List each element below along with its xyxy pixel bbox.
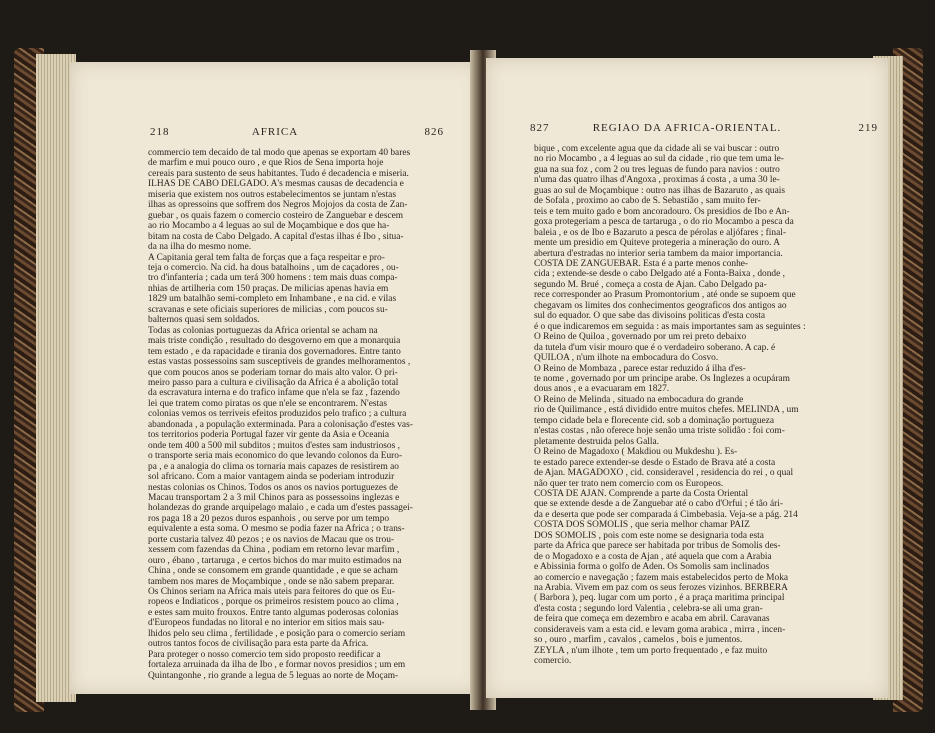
left-running-title: AFRICA [251, 126, 299, 138]
text-line: que com poucos anos se poderiam tornar do mais alto valor. O pri- [148, 367, 398, 378]
text-line: sol africano. Com a maior vantagem ainda se poderiam introduzir [148, 472, 395, 483]
text-line: COSTA DE AJAN. Comprende a parte da Costa Oriental [534, 488, 749, 499]
text-line: guebar , os quais fazem o comercio costeiro de Zanguebar e descem [148, 210, 404, 221]
text-line: ZEYLA , n'um ilhote , tem um porto frequentado , e faz muito [534, 645, 768, 656]
text-line: gua na sua foz , com 2 ou tres leguas de fundo para navios : outro [534, 164, 780, 175]
text-line: Quintangonhe , rio grande a legua de 5 leguas ao norte de Moçam- [148, 670, 399, 681]
text-line: onde tem 400 a 500 mil subditos ; muitos d'estes sam industriosos , [148, 440, 400, 451]
right-running-title: REGIAO DA AFRICA-ORIENTAL. [592, 122, 782, 134]
text-line: ilhas as opressoins que soffrem dos Negros Mojojos da costa de Zan- [148, 200, 408, 211]
text-line: nestas colonias os Chinos. Todos os anos os navios portuguezes de [148, 482, 398, 493]
text-line: O Reino de Quiloa , governado por um rei preto debaixo [534, 332, 747, 343]
text-line: ouro , ébano , tartaruga , e certos bichos do mar muito estimados na [148, 555, 402, 566]
left-page-number-inner: 826 [424, 126, 444, 138]
text-line: Todas as colonias portuguezas da Africa oriental se acham na [148, 325, 378, 336]
text-line: tro d'infanteria ; cada um terá 300 homens : tem mais duas compa- [148, 273, 398, 284]
text-line: tambem nos mares de Moçambique , onde se não sabem preparar. [148, 576, 395, 587]
text-line: meiro passo para a cultura e civilisação da Africa é a abolição total [148, 377, 399, 388]
text-line: outros tantos focos de civilisação para esta parte da Africa. [148, 639, 369, 650]
text-line: que se extende desde a de Zanguebar até o cabo d'Orfui ; é tão ári- [534, 499, 783, 510]
text-line: da na ilha do mesmo nome. [148, 242, 252, 253]
text-line: ao rio Mocambo a 4 leguas ao sul de Moçambique e dos que ha- [148, 221, 390, 232]
text-line: chegavam os limites dos conhecimentos geograficos dos antigos ao [534, 300, 787, 311]
text-line: A Capitania geral tem falta de forças que a faça respeitar e pro- [148, 252, 385, 263]
right-page-number-outer: 219 [858, 122, 878, 134]
text-line: China , onde se consomem em grande quantidade , e que se acham [148, 566, 398, 577]
text-line: de marfim e mui pouco ouro , e que Rios de Sena importa hoje [148, 158, 384, 169]
text-line: da tutela d'um visir mouro que é o verdadeiro soberano. A cap. é [534, 342, 776, 353]
text-line: nhias de artilheria com 150 praças. De milicias apenas havia em [148, 283, 389, 294]
text-line: 1829 um batalhão semi-completo em Inhambane , e na cid. e vilas [148, 294, 397, 305]
text-line: porte custaria talvez 40 pezos ; e os navios de Macau que os trou- [148, 534, 395, 545]
text-line: ILHAS DE CABO DELGADO. A's mesmas causas de decadencia e [148, 179, 404, 190]
text-line: dous anos , e a evacuaram em 1827. [534, 384, 670, 395]
text-line: ao comercio e navegação ; fazem mais estabelecidos perto de Moka [534, 572, 789, 583]
text-line: scravanas e sete oficiais superiores de milicias , com poucos su- [148, 304, 388, 315]
text-line: na Arabia. Vivem em paz com os seus ferozes vizinhos. BERBERA [534, 583, 788, 594]
text-line: d'Europeos fundadas no litoral e no interior em sitios mais sau- [148, 618, 385, 629]
text-line: DOS SOMOLIS , pois com este nome se designaria toda esta [534, 530, 764, 541]
left-body-text [148, 148, 466, 681]
text-line: te estado parece extender-se desde o Estado de Brava até a costa [534, 457, 776, 468]
text-line: da escravatura interna e do trafico infame que n'ela se faz , fazendo [148, 388, 400, 399]
text-line: commercio tem decaido de tal modo que apenas se exportam 40 bares [148, 148, 411, 158]
text-line: equivalente a esta soma. O mesmo se podia fazer na Africa ; o trans- [148, 524, 405, 535]
text-line: da e deserta que pode ser comparada á Cimbebasia. Veja-se a pág. 214 [534, 509, 798, 520]
text-line: pa , e a analogia do clima os tornaria mais capazes de resistirem ao [148, 461, 399, 472]
text-line: bique , com excelente agua que da cidade ali se vai buscar : outro [534, 144, 780, 154]
text-line: sul do equador. O que sabe das divisoins politicas d'esta costa [534, 311, 766, 322]
left-page [70, 62, 480, 694]
text-line: baleia , e os de Ibo e Bazaruto a pesca de pérolas e aljófares ; final- [534, 227, 786, 238]
text-line: n'estas costas , não oferece hoje senão uma triste solidão : foi com- [534, 426, 785, 437]
text-line: teis e tem muito gado e bom ancoradouro. Os presidios de Ibo e An- [534, 206, 790, 217]
text-line: estas vastas possessoins sam susceptiveis de grandes melhoramentos , [148, 357, 411, 368]
text-line: d'esta costa ; segundo lord Valentia , celebra-se ali uma gran- [534, 603, 763, 614]
text-line: COSTA DOS SOMOLIS , que seria melhor chamar PAIZ [534, 520, 750, 531]
text-line: de feira que começa em dezembro e acaba em abril. Caravanas [534, 614, 770, 625]
text-line: miseria que existem nos outros estabelecimentos se juntam n'estas [148, 189, 396, 200]
text-line: guas ao sul de Moçambique : outro nas ilhas de Bazaruto , as quais [534, 185, 785, 196]
text-line: O Reino de Mombaza , parece estar reduzido á ilha d'es- [534, 363, 746, 374]
text-line: segundo M. Brué , começa a costa de Ajan. Cabo Delgado pa- [534, 279, 767, 290]
text-line: lhidos pelo seu clima , fertilidade , e posição para o comercio seriam [148, 628, 406, 639]
text-line: te nome , governado por um principe arabe. Os Inglezes a ocupáram [534, 373, 790, 384]
right-page-number-inner: 827 [530, 122, 550, 134]
text-line: balternos quasi sem soldados. [148, 315, 260, 326]
text-line: ropeos e Indiaticos , porque os primeiros resistem pouco ao clima , [148, 597, 399, 608]
text-line: tos territorios poderia Portugal fazer vir gente da Asia e Oceania [148, 430, 390, 441]
text-line: xessem com fazendas da China , podiam em retorno levar marfim , [148, 545, 400, 556]
right-body-text [534, 144, 874, 667]
text-line: abertura d'estradas no interior seria tambem da maior importancia. [534, 248, 783, 259]
text-line: ( Barbora ), peq. lugar com um porto , é a praça maritima principal [534, 593, 785, 604]
text-line: é o que indicaremos em seguida : as mais importantes sam as seguintes : [534, 321, 806, 332]
right-running-head [486, 122, 888, 138]
text-line: fortaleza arruinada da ilha de Ibo , e formar novos presidios ; um em [148, 660, 406, 671]
text-line: de Sofala , proximo ao cabo de S. Sebastião , sam muito fer- [534, 196, 761, 207]
text-line: lei que tratem como piratas os que n'ele se encontrarem. N'estas [148, 398, 387, 409]
text-line: mente um presidio em Quiteve protegeria a mineração do ouro. A [534, 238, 781, 249]
text-line: e Abissinia forma o golfo de Aden. Os Somolis sam inclinados [534, 562, 770, 573]
text-line: abandonada , a população exterminada. Para a colonisação d'estes vas- [148, 419, 413, 430]
text-line: Os Chinos seriam na Africa mais uteis para feitores do que os Eu- [148, 587, 395, 598]
text-line: O Reino de Melinda , situado na embocadura do grande [534, 394, 744, 405]
text-line: comercio. [534, 656, 572, 667]
text-line: QUILOA , n'um ilhote na embocadura do Cosvo. [534, 353, 719, 364]
text-line: holandezas do grande arquipelago malaio , e cada um d'estes passagei- [148, 503, 413, 514]
text-line: goxa protegeriam a pesca de tartaruga , o do rio Mocambo a pesca da [534, 217, 794, 228]
text-line: O Reino de Magadoxo ( Makdiou ou Mukdeshu ). Es- [534, 447, 738, 458]
text-line: bitam na costa de Cabo Delgado. A capital d'estas ilhas é Ibo , situa- [148, 231, 404, 242]
text-line: n'uma das quatro ilhas d'Angoxa , proximas á costa , a uma 30 le- [534, 175, 780, 186]
text-line: COSTA DE ZANGUEBAR. Esta é a parte menos conhe- [534, 258, 749, 269]
text-line: Para proteger o nosso comercio tem sido proposto reedificar a [148, 649, 381, 660]
text-line: e estes sam muito frouxos. Entre tanto algumas poderosas colonias [148, 607, 399, 618]
text-line: tempo cidade bela e florecente cid. sob a dominação portugueza [534, 415, 774, 426]
right-page [486, 58, 888, 698]
text-line: consideraveis vam a esta cid. e levam goma arabica , mirra , incen- [534, 624, 786, 635]
left-running-head [70, 126, 480, 142]
text-line: Macau transportam 2 a 3 mil Chinos para as possessoins inglezas e [148, 492, 400, 503]
text-line: o transporte seria mais economico do que levando colonos da Euro- [148, 451, 403, 462]
left-page-number-outer: 218 [150, 126, 170, 138]
text-line: rece corresponder ao Prasum Promontorium , até onde se supoem que [534, 290, 796, 301]
text-line: não quer ter trato nem comercio com os Europeos. [534, 478, 724, 489]
text-line: ros paga 18 a 20 pezos duros espanhois , ou serve por um tempo [148, 513, 390, 524]
text-line: teja o comercio. Na cid. ha dous batalhoins , um de caçadores , ou- [148, 262, 399, 273]
text-line: pletamente destruida pelos Galla. [534, 436, 659, 447]
text-line: cida ; extende-se desde o cabo Delgado até a Fonta-Baixa , donde , [534, 269, 785, 280]
open-book [6, 40, 929, 730]
text-line: no rio Mocambo , a 4 leguas ao sul da cidade , rio que tem uma le- [534, 154, 784, 165]
text-line: parte da Africa que parece ser habitada por tribus de Somolis des- [534, 541, 781, 552]
text-line: de o Mogadoxo e a costa de Ajan , até aquela que com a Arabia [534, 551, 772, 562]
text-line: de Ajan. MAGADOXO , cid. consideravel , residencia do rei , o qual [534, 468, 794, 479]
text-line: cereais para sustento de seus habitantes. Tudo é decadencia e miseria. [148, 168, 409, 179]
text-line: mais triste condição , resultado do desgoverno em que a monarquia [148, 336, 401, 347]
text-line: so , ouro , marfim , cavalos , camelos , bois e jumentos. [534, 635, 743, 646]
text-line: tem estado , e da rapacidade e tirania dos governadores. Entre tanto [148, 346, 401, 357]
text-line: colonias vemos os terriveis efeitos produzidos pelo trafico ; a cultura [148, 409, 407, 420]
text-line: rio de Quilimance , está dividido entre muitos chefes. MELINDA , um [534, 405, 799, 416]
